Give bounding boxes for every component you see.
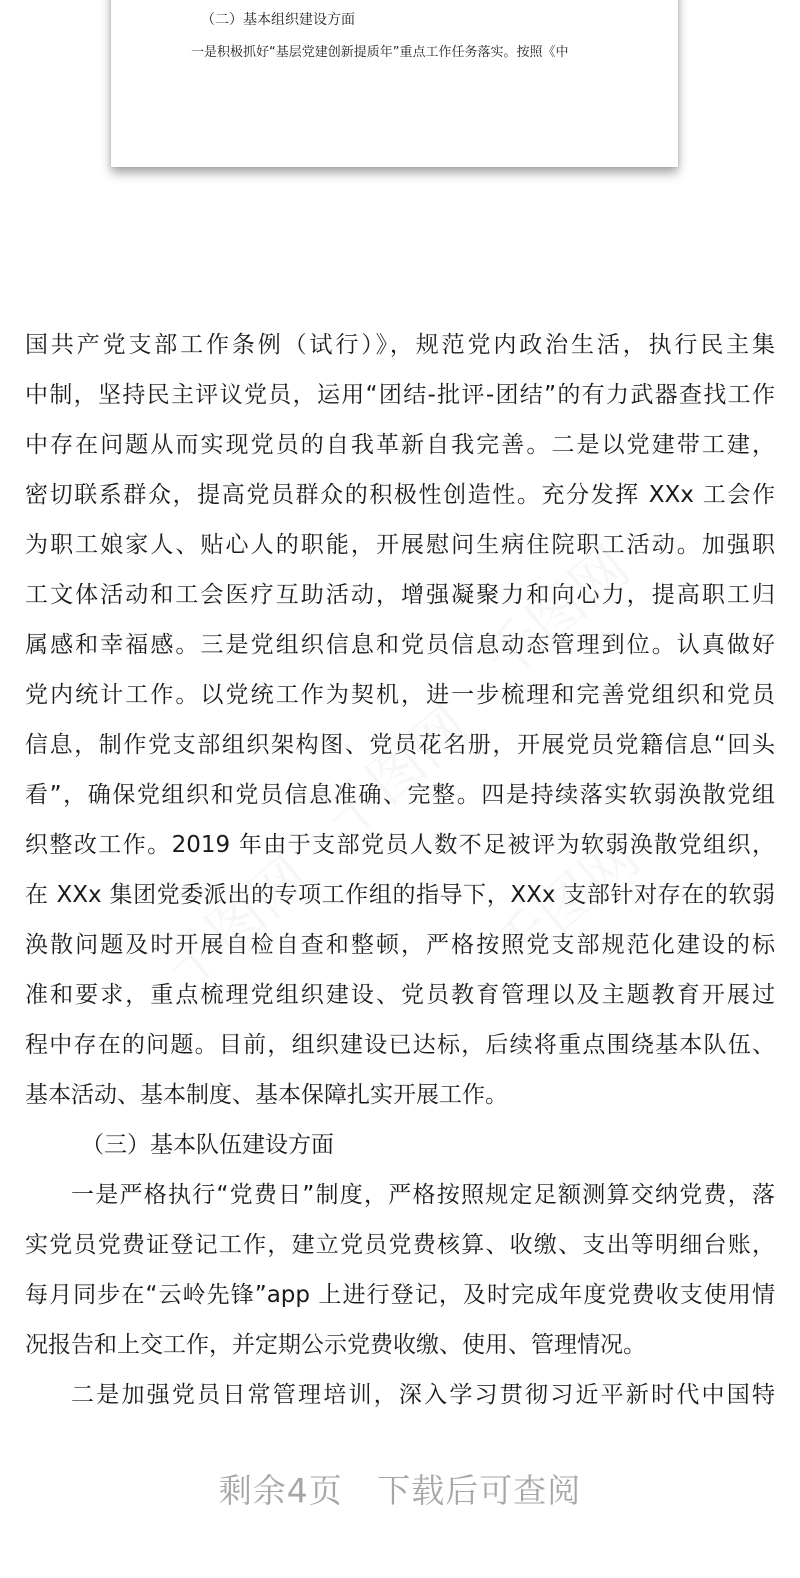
body-line: 中存在问题从而实现党员的自我革新自我完善。二是以党建带工建， [25,432,775,458]
body-line: 织整改工作。2019 年由于支部党员人数不足被评为软弱涣散党组织， [25,832,775,858]
body-line: 准和要求，重点梳理党组织建设、党员教育管理以及主题教育开展过 [25,982,775,1008]
body-line: 看”，确保党组织和党员信息准确、完整。四是持续落实软弱涣散党组 [25,782,775,808]
paragraph-line: 每月同步在“云岭先锋”app 上进行登记，及时完成年度党费收支使用情 [25,1282,775,1308]
body-line: 涣散问题及时开展自检自查和整顿，严格按照党支部规范化建设的标 [25,932,775,958]
download-hint-label: 下载后可查阅 [377,1471,582,1510]
document-preview-card [111,0,678,167]
paragraph-line: 实党员党费证登记工作，建立党员党费核算、收缴、支出等明细台账， [25,1232,775,1258]
body-line: 信息，制作党支部组织架构图、党员花名册，开展党员党籍信息“回头 [25,732,775,758]
download-prompt[interactable] [0,1466,800,1516]
body-line: 国共产党支部工作条例（试行）》，规范党内政治生活，执行民主集 [25,332,775,358]
body-line: 密切联系群众，提高党员群众的积极性创造性。充分发挥 XXx 工会作 [25,482,775,508]
body-line: 为职工娘家人、贴心人的职能，开展慰问生病住院职工活动。加强职 [25,532,775,558]
body-line: 基本活动、基本制度、基本保障扎实开展工作。 [25,1082,508,1108]
preview-first-line: 一是积极抓好“基层党建创新提质年”重点工作任务落实。按照《中 [191,45,569,60]
body-line: 工文体活动和工会医疗互助活动，增强凝聚力和向心力，提高职工归 [25,582,775,608]
paragraph-line: 二是加强党员日常管理培训，深入学习贯彻习近平新时代中国特 [71,1382,775,1408]
body-line: 党内统计工作。以党统工作为契机，进一步梳理和完善党组织和党员 [25,682,775,708]
section-heading: （三）基本队伍建设方面 [81,1132,334,1158]
body-line: 中制，坚持民主评议党员，运用“团结-批评-团结”的有力武器查找工作 [25,382,775,408]
preview-section-heading: （二）基本组织建设方面 [201,12,355,28]
body-line: 属感和幸福感。三是党组织信息和党员信息动态管理到位。认真做好 [25,632,775,658]
body-line: 在 XXx 集团党委派出的专项工作组的指导下，XXx 支部针对存在的软弱 [25,882,775,908]
paragraph-line: 况报告和上交工作，并定期公示党费收缴、使用、管理情况。 [25,1332,646,1358]
body-line: 程中存在的问题。目前，组织建设已达标，后续将重点围绕基本队伍、 [25,1032,775,1058]
remaining-pages-label: 剩余4页 [218,1471,343,1510]
paragraph-line: 一是严格执行“党费日”制度，严格按照规定足额测算交纳党费，落 [71,1182,775,1208]
document-body [25,320,775,1420]
